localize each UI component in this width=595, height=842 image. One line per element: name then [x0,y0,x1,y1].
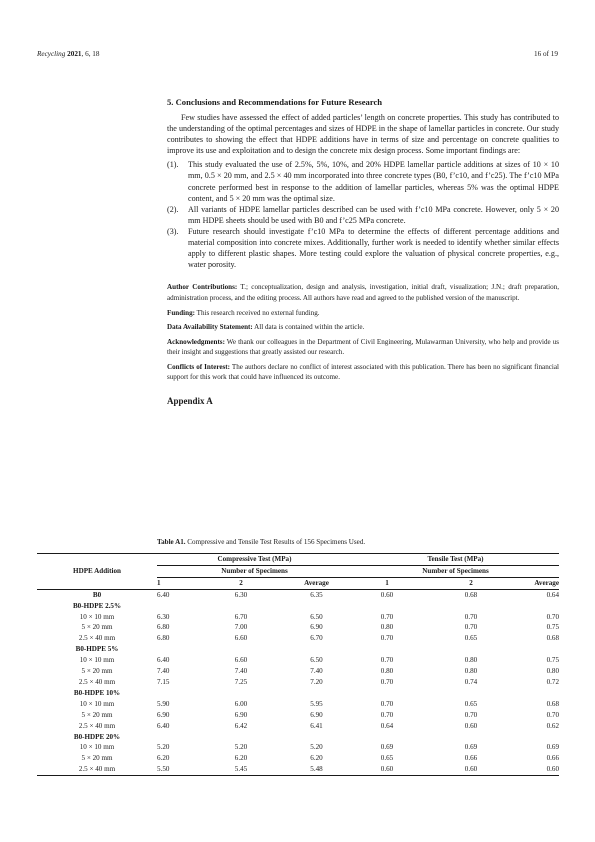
table-cell [281,688,352,699]
funding [167,308,559,319]
table-cell: 0.75 [546,623,559,632]
table-group-row [37,688,559,699]
table-cell: 0.62 [546,721,559,730]
finding-text: All variants of HDPE lamellar particles described can be used with f’c10 MPa concrete. However, only 5 × 20 mm HDPE sheets should be used with B0 and f’c25 MPa concrete. [188,204,559,225]
table-cell: 6.90 [157,710,170,719]
table-cell [157,688,201,699]
finding-item [167,159,559,203]
sub-header: 1 [157,577,201,589]
row-label: 2.5 × 40 mm [37,764,157,775]
table-cell: 0.69 [464,743,478,752]
table-group-row [37,644,559,655]
table-cell: 6.50 [310,612,323,621]
table-cell: 0.68 [464,590,478,599]
table-cell [520,644,559,655]
table-cell: 0.64 [380,721,394,730]
row-label: B0 [92,590,102,599]
journal-volume: , 6, 18 [81,50,100,58]
conflicts-of-interest [167,362,559,383]
table-cell: 5.45 [201,764,281,775]
table-cell [352,732,422,743]
table-cell: 6.90 [310,710,323,719]
back-label: Funding: [167,308,195,317]
table-cell: 6.90 [234,710,248,719]
table-cell: 0.80 [464,656,478,665]
back-text: We thank our colleagues in the Department of Civil Engineering, Mulawarman University, who help and provide us their insight and suggestions that greatly assisted our research. [167,337,559,357]
row-label: 10 × 10 mm [79,743,115,752]
appendix-title: Appendix A [167,396,213,407]
row-label: B0-HDPE 20% [73,732,121,741]
table-cell: 6.20 [234,754,248,763]
table-cell: 6.40 [157,656,170,665]
table-row [37,612,559,623]
table-caption [157,538,365,546]
row-label: B0-HDPE 2.5% [72,601,122,610]
table-cell: 7.40 [157,667,170,676]
table-cell [157,732,201,743]
table-cell [520,688,559,699]
table-cell: 6.20 [310,754,323,763]
table-cell: 5.20 [234,743,248,752]
table-body [37,589,559,775]
back-label: Author Contributions: [167,283,238,292]
table-row [37,721,559,732]
table-cell: 0.80 [380,667,394,676]
author-contributions [167,282,559,303]
table-cell: 6.00 [234,699,248,708]
table-cell: 7.25 [234,677,248,686]
sub-header: 1 [352,577,422,589]
table-cell: 0.70 [464,612,478,621]
specimens-header: Number of Specimens [352,565,559,577]
table-cell: 0.60 [380,590,394,599]
table-cell [201,601,281,612]
table-cell: 0.80 [464,667,478,676]
table-cell: 0.70 [546,612,559,621]
sub-header: Average [520,577,559,589]
sub-header: Average [281,577,352,589]
specimens-header: Number of Specimens [157,565,352,577]
back-text: T.; conceptualization, design and analysis, investigation, initial draft, visualization; J.N.; draft preparation, administration process, and the editing process. All authors have read and agreed to the published version of the manuscript. [167,283,559,302]
table-cell: 6.42 [234,721,248,730]
data-availability [167,322,559,333]
table-cell [352,688,422,699]
row-label: 2.5 × 40 mm [78,721,116,730]
table-cell: 0.80 [546,667,559,676]
table-cell [281,601,352,612]
table-cell: 0.60 [352,764,422,775]
table-cell: 0.80 [380,623,394,632]
table-cell [157,644,201,655]
table-cell [281,644,352,655]
row-label: 5 × 20 mm [81,710,113,719]
finding-number: (1). [167,160,179,170]
row-label: 5 × 20 mm [81,667,113,676]
journal-year: 2021 [67,50,82,58]
page-number: 16 of 19 [534,50,558,58]
back-text: This research received no external funding. [195,308,320,317]
table-cell [422,688,520,699]
finding-item [167,226,559,270]
row-label: B0-HDPE 10% [73,688,121,697]
table-cell: 5.48 [281,764,352,775]
table-cell: 0.69 [546,743,559,752]
table-cell: 0.60 [422,764,520,775]
table-cell: 7.00 [234,623,248,632]
table-cell [352,601,422,612]
table-row [37,710,559,721]
table-row [37,699,559,710]
table-cell: 0.72 [546,677,559,686]
table-cell: 7.40 [234,667,248,676]
table-cell: 0.70 [464,710,478,719]
table-cell: 6.70 [310,634,323,643]
findings-list [167,159,559,270]
back-text: All data is contained within the article. [252,323,365,332]
table-cell: 6.60 [234,656,248,665]
table-cell: 0.60 [464,721,478,730]
acknowledgments [167,337,559,358]
row-label: 2.5 × 40 mm [78,677,116,686]
table-cell [201,732,281,743]
table-cell: 6.80 [157,634,170,643]
table-cell: 0.66 [546,754,559,763]
table-row [37,753,559,764]
table-row [37,655,559,666]
back-label: Acknowledgments: [167,337,225,346]
finding-number: (2). [167,204,179,214]
table-cell [281,732,352,743]
table-cell [520,732,559,743]
table-cell: 0.70 [380,612,394,621]
table-caption-text: Compressive and Tensile Test Results of 156 Specimens Used. [185,538,366,546]
table-cell: 6.20 [157,754,170,763]
running-header-left [37,50,99,58]
journal-name: Recycling [37,50,66,58]
table-cell: 6.41 [310,721,323,730]
table-cell: 6.80 [157,623,170,632]
table-cell: 7.15 [157,677,170,686]
table-cell: 7.40 [310,667,323,676]
table-cell [422,601,520,612]
table-cell [201,644,281,655]
table-row [37,666,559,677]
table-cell: 0.74 [464,677,478,686]
table-cell: 6.50 [310,656,323,665]
table-cell: 5.50 [157,764,201,775]
table-row [37,633,559,644]
table-cell: 0.70 [380,677,394,686]
row-label: 5 × 20 mm [81,754,113,763]
back-label: Data Availability Statement: [167,323,253,332]
table-cell: 0.64 [546,590,559,599]
table-row [37,764,559,775]
table-cell: 0.70 [546,710,559,719]
table-cell: 0.66 [464,754,478,763]
table-cell: 5.90 [157,699,170,708]
conclusions-paragraph: Few studies have assessed the effect of added particles’ length on concrete properties. This study has contributed to the understanding of the optimal percentages and sizes of HDPE in the shape of lamellar particles in concrete. Our study contributes to showing the effect that HDPE additions have in terms of size and percentage on concrete qualities to improve its use and exploitation and to design the concrete mix design process. Some important findings are: [167,113,559,156]
table-cell: 6.40 [157,721,170,730]
table-cell: 0.70 [380,699,394,708]
table-cell: 0.65 [464,634,478,643]
table-caption-label: Table A1. [157,538,186,546]
sub-header: 2 [422,577,520,589]
table-cell [201,688,281,699]
row-label: B0-HDPE 5% [75,645,119,654]
table-cell [157,601,201,612]
table-cell: 0.70 [464,623,478,632]
back-label: Conflicts of Interest: [167,362,231,371]
table-cell: 6.30 [157,612,170,621]
table-group-row [37,589,559,600]
main-content [167,97,559,407]
row-label: 10 × 10 mm [79,656,115,665]
finding-text: This study evaluated the use of 2.5%, 5%, 10%, and 20% HDPE lamellar particle additions at sizes of 10 × 10 mm, 0.5 × 20 mm, and 2.5 × 40 mm incorporated into three concrete types (B0, f’c10, and f’c25). The f’c10 MPa concrete performed best in response to the addition of lamellar particles, whereas 5% was the optimal HDPE content, and 5 × 20 mm was the optimal size. [188,160,559,203]
table-cell: 6.70 [234,612,248,621]
table-cell: 5.20 [157,743,170,752]
table-cell: 0.69 [380,743,394,752]
table-cell [352,644,422,655]
finding-item [167,204,559,226]
table-group-row [37,601,559,612]
table-cell: 0.68 [546,634,559,643]
table-cell: 0.65 [464,699,478,708]
table-cell: 0.65 [380,754,394,763]
table-cell: 0.75 [546,656,559,665]
table-group-row [37,732,559,743]
tensile-header: Tensile Test (MPa) [352,554,559,566]
table-cell: 0.68 [546,699,559,708]
table-row [37,677,559,688]
table-cell [422,644,520,655]
table-cell: 0.70 [380,710,394,719]
row-label: 10 × 10 mm [79,612,115,621]
table-cell [422,732,520,743]
results-table [37,553,559,776]
table-cell: 7.20 [310,677,323,686]
table-row [37,622,559,633]
row-label: 10 × 10 mm [79,699,115,708]
finding-number: (3). [167,226,179,236]
row-label: 5 × 20 mm [81,623,113,632]
row-header: HDPE Addition [37,554,157,590]
table-cell: 6.60 [234,634,248,643]
table-cell: 6.40 [157,590,170,599]
row-label: 2.5 × 40 mm [78,634,116,643]
table-row [37,742,559,753]
table-cell: 5.20 [310,743,323,752]
sub-header: 2 [201,577,281,589]
table-cell: 0.60 [520,764,559,775]
back-text: The authors declare no conflict of interest associated with this publication. There has been no significant financial support for this work that could have influenced its outcome. [167,362,559,382]
section-title: 5. Conclusions and Recommendations for Future Research [167,97,383,107]
compressive-header: Compressive Test (MPa) [157,554,352,566]
finding-text: Future research should investigate f’c10 MPa to determine the effects of different percentage additions and material composition into concrete mixes. Additionally, further work is needed to identify whether similar effects apply to different plastic shapes. More testing could explore the valuation of physical concrete properties, e.g., water porosity. [188,226,559,270]
table-cell: 6.30 [234,590,248,599]
table-cell: 0.70 [380,634,394,643]
table-cell [520,601,559,612]
table-cell: 6.90 [310,623,323,632]
table-cell: 6.35 [310,590,323,599]
table-cell: 0.70 [380,656,394,665]
table-cell: 5.95 [310,699,323,708]
